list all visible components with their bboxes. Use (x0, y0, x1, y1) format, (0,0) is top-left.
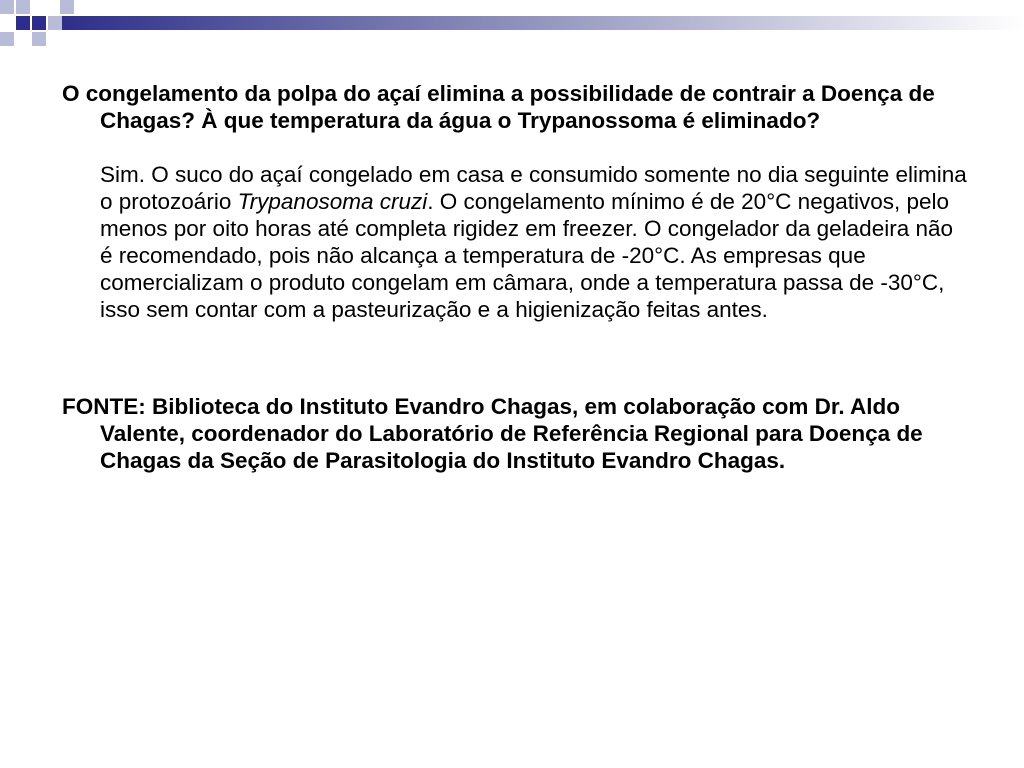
answer-text (100, 161, 967, 323)
header-decoration-graphic (0, 0, 1024, 48)
source-text: FONTE: Biblioteca do Instituto Evandro Chagas, em colaboração com Dr. Aldo Valente, coordenador do Laboratório de Referência Regional para Doença de Chagas da Seção de Parasitologia do Instituto Evandro Chagas. (62, 394, 923, 473)
header-square (16, 16, 30, 30)
answer-part-2: . O congelamento mínimo é de 20°C negativos, pelo menos por oito horas até completa rigidez em freezer. O congelador da geladeira não é recomendado, pois não alcança a temperatura de -20°C. As empresas que comercializam o produto congelam em câmara, onde a temperatura passa de -30°C, isso sem contar com a pasteurização e a higienização feitas antes. (100, 189, 954, 322)
header-square (32, 16, 46, 30)
answer-part-1: Sim. O suco do açaí congelado em casa e consumido somente no dia seguinte elimina o protozoário (100, 162, 967, 214)
header-square (0, 32, 14, 46)
header-decoration (0, 0, 1024, 48)
header-square (32, 32, 46, 46)
header-square (16, 0, 30, 14)
header-square (0, 0, 14, 14)
header-gradient-band (60, 16, 1024, 30)
header-square (48, 16, 62, 30)
species-name: Trypanosoma cruzi (237, 189, 428, 214)
slide-content (62, 80, 967, 474)
header-square (60, 0, 74, 14)
question-text: O congelamento da polpa do açaí elimina a possibilidade de contrair a Doença de Chagas? À que temperatura da água o Trypanossoma é eliminado? (62, 81, 935, 133)
